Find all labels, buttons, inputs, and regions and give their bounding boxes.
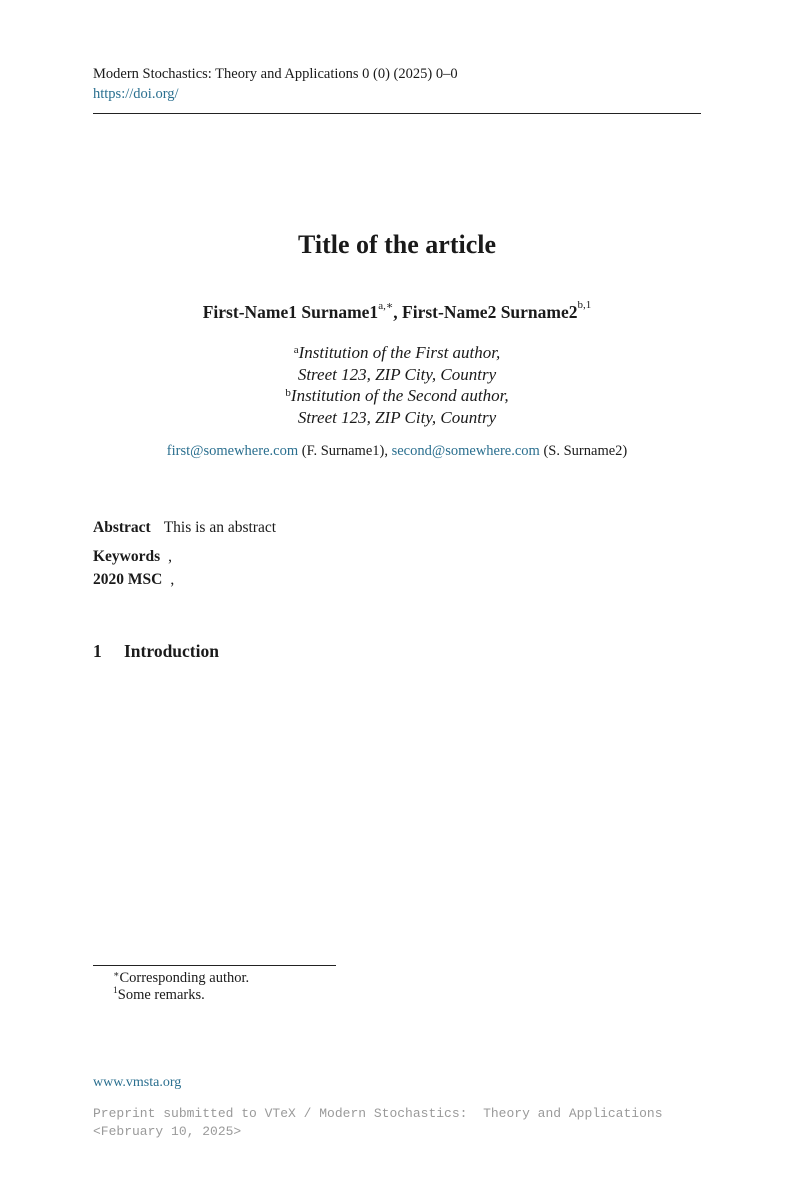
msc: [93, 571, 174, 589]
email-list: [0, 443, 794, 460]
affiliation-mark: b: [285, 387, 291, 399]
footnote-remarks: [113, 987, 205, 1004]
email-owner: (F. Surname1): [301, 443, 385, 459]
section-title: Introduction: [124, 641, 219, 661]
doi-link[interactable]: https://doi.org/: [93, 86, 179, 102]
affiliation-a-line1: [0, 342, 794, 364]
footnote-text: Corresponding author.: [119, 970, 250, 986]
footnote-corresponding: [113, 970, 249, 987]
journal-header: Modern Stochastics: Theory and Applications 0 (0) (2025) 0–0: [93, 66, 458, 82]
msc-text: ,: [170, 571, 175, 588]
footnote-mark: 1: [113, 986, 118, 996]
abstract: [93, 519, 276, 537]
section-number: 1: [93, 641, 102, 661]
email-separator: ,: [384, 443, 392, 459]
journal-site-link[interactable]: www.vmsta.org: [93, 1075, 182, 1090]
email-link[interactable]: second@somewhere.com: [391, 443, 540, 459]
preprint-note-date: <February 10, 2025>: [93, 1124, 242, 1139]
keywords-label: Keywords: [93, 548, 161, 565]
footnote-divider: [93, 965, 336, 966]
keywords: [93, 548, 172, 566]
msc-label: 2020 MSC: [93, 571, 163, 588]
affiliation-b-line2: Street 123, ZIP City, Country: [297, 408, 497, 427]
author-separator: ,: [393, 302, 403, 322]
abstract-text: This is an abstract: [163, 519, 277, 536]
author-name: First-Name2 Surname2: [402, 302, 578, 322]
header-divider: [93, 113, 701, 114]
affiliation-a-line2: Street 123, ZIP City, Country: [297, 365, 497, 384]
author-name: First-Name1 Surname1: [202, 302, 379, 322]
affiliation-text: Institution of the First author,: [298, 343, 501, 362]
section-heading-introduction: [93, 641, 219, 662]
email-link[interactable]: first@somewhere.com: [166, 443, 299, 459]
author-marks: a,∗: [378, 300, 394, 312]
footnote-text: Some remarks.: [117, 987, 205, 1003]
abstract-label: Abstract: [93, 519, 151, 536]
preprint-note-line1: Preprint submitted to VTeX / Modern Stochastics: Theory and Applications: [93, 1106, 663, 1121]
author-marks: b,1: [577, 299, 592, 311]
affiliation-b-line1: [0, 385, 794, 407]
footnote-mark: ∗: [113, 970, 120, 980]
keywords-text: ,: [168, 548, 173, 565]
affiliation-text: Institution of the Second author,: [290, 386, 509, 405]
affiliation-mark: a: [293, 344, 299, 356]
email-owner: (S. Surname2): [543, 443, 628, 459]
author-list: [0, 299, 794, 323]
article-title: Title of the article: [297, 230, 497, 259]
